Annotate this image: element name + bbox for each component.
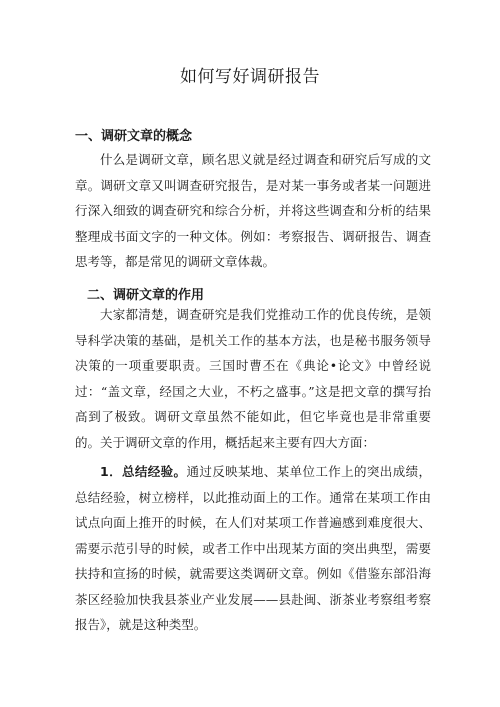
document-title: 如何写好调研报告 — [180, 67, 320, 87]
section-heading-role: 二、调研文章的作用 — [87, 288, 205, 303]
item-lead-summarize-experience: 1．总结经验。 — [100, 464, 187, 479]
paragraph-concept: 什么是调研文章，顾名思义就是经过调查和研究后写成的文章。调研文章又叫调查研究报告，是对某一事务或者某一问题进行深入细致的调查研究和综合分析，并将这些调查和分析的结果整理成书面文字的一种文体。例如：考察报告、调研报告、调查思考等，都是常见的调研文章体裁。 — [75, 152, 431, 269]
item-text-summarize-experience: 通过反映某地、某单位工作上的突出成绩，总结经验，树立榜样，以此推动面上的工作。通常在某项工作由试点向面上推开的时候，在人们对某项工作普遍感到难度很大、需要示范引导的时候，或者工作中出现某方面的突出典型，需要扶持和宣扬的时候，就需要这类调研文章。例如《借鉴东部沿海茶区经验加快我县茶业产业发展——县赴闽、浙茶业考察组考察报告》，就是这种类型。 — [75, 464, 431, 632]
section-heading-concept: 一、调研文章的概念 — [75, 129, 193, 144]
paragraph-role-intro: 大家都清楚，调查研究是我们党推动工作的优良传统，是领导科学决策的基础，是机关工作的基本方法，也是秘书服务领导决策的一项重要职责。三国时曹丕在《典论•论文》中曾经说过：“盖文章，经国之大业，不朽之盛事。”这是把文章的撰写抬高到了极致。调研文章虽然不能如此，但它毕竟也是非常重要的。关于调研文章的作用，概括起来主要有四大方面： — [75, 307, 431, 450]
paragraph-summarize-experience — [75, 459, 431, 638]
